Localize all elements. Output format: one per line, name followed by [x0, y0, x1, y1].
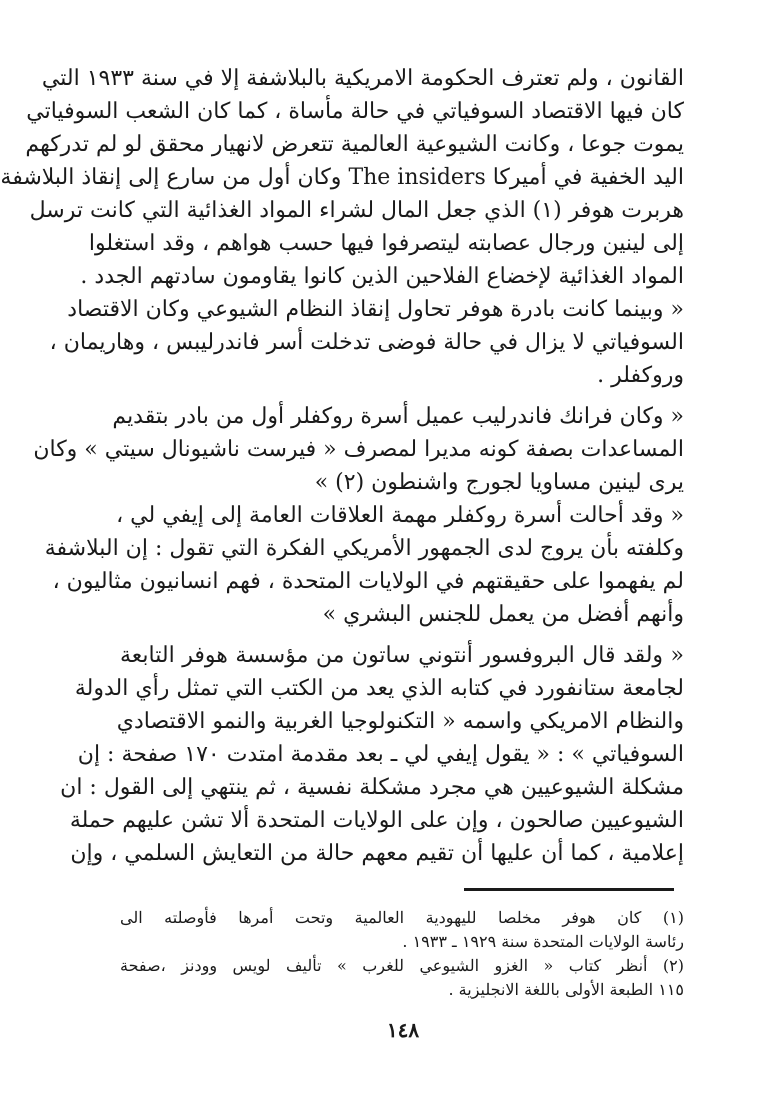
text-line: والنظام الامريكي واسمه « التكنولوجيا الغربية والنمو الاقتصادي: [116, 709, 684, 734]
text-line: هربرت هوفر (١) الذي جعل المال لشراء المواد الغذائية التي كانت ترسل: [29, 198, 684, 223]
text-line: اليد الخفية في أميركا The insiders وكان أول من سارع إلى إنقاذ البلاشفة: [0, 165, 684, 190]
text-line: يرى لينين مساويا لجورج واشنطون (٢) »: [314, 470, 684, 495]
main-text: [0, 62, 684, 870]
text-line: « ولقد قال البروفسور أنتوني ساتون من مؤسسة هوفر التابعة: [120, 643, 684, 668]
paragraph-gap: [120, 392, 684, 400]
text-line: القانون ، ولم تعترف الحكومة الامريكية بالبلاشفة إلا في سنة ١٩٣٣ التي: [41, 66, 684, 91]
footnote-line: (٢) أنظر كتاب « الغزو الشيوعي للغرب » تأليف لويس وودنز ،صفحة: [120, 956, 684, 975]
footnotes: [120, 906, 684, 1002]
text-line: المواد الغذائية لإخضاع الفلاحين الذين كانوا يقاومون سادتهم الجدد .: [80, 264, 684, 289]
text-line: كان فيها الاقتصاد السوفياتي في حالة مأساة ، كما كان الشعب السوفياتي: [26, 99, 684, 124]
paragraph-2: [49, 293, 684, 392]
text-line: مشكلة الشيوعيين هي مجرد مشكلة نفسية ، ثم ينتهي إلى القول : ان: [60, 775, 684, 800]
footnote-2: [120, 954, 684, 1002]
footnote-1: [120, 906, 684, 954]
footnote-divider: [464, 888, 674, 891]
paragraph-3: [33, 400, 684, 499]
text-line: إعلامية ، كما أن عليها أن تقيم معهم حالة من التعايش السلمي ، وإن: [70, 841, 684, 866]
text-line: الشيوعيين صالحون ، وإن على الولايات المتحدة ألا تشن عليهم حملة: [69, 808, 684, 833]
text-line: لم يفهموا على حقيقتهم في الولايات المتحدة ، فهم انسانيون مثاليون ،: [52, 569, 684, 594]
footnote-line: (١) كان هوفر مخلصا لليهودية العالمية وتحت أمرها فأوصلته الى: [120, 908, 684, 927]
paragraph-4: [44, 499, 684, 631]
text-line: وأنهم أفضل من يعمل للجنس البشري »: [322, 602, 684, 627]
text-line: « وكان فرانك فاندرليب عميل أسرة روكفلر أول من بادر بتقديم: [112, 404, 684, 429]
text-line: « وقد أحالت أسرة روكفلر مهمة العلاقات العامة إلى إيفي لي ،: [116, 503, 684, 528]
text-line: لجامعة ستانفورد في كتابه الذي يعد من الكتب التي تمثل رأي الدولة: [74, 676, 684, 701]
text-line: وكلفته بأن يروج لدى الجمهور الأمريكي الفكرة التي تقول : إن البلاشفة: [44, 536, 684, 561]
text-line: السوفياتي » : « يقول إيفي لي ـ بعد مقدمة امتدت ١٧٠ صفحة : إن: [77, 742, 684, 767]
text-line: السوفياتي لا يزال في حالة فوضى تدخلت أسر فاندرليبس ، وهاريمان ،: [49, 330, 684, 355]
text-line: وروكفلر .: [597, 363, 684, 388]
text-line: يموت جوعا ، وكانت الشيوعية العالمية تتعرض لانهيار محقق لو لم تدركهم: [25, 132, 684, 157]
footnote-line: ١١٥ الطبعة الأولى باللغة الانجليزية .: [448, 980, 684, 999]
footnote-line: رئاسة الولايات المتحدة سنة ١٩٢٩ ـ ١٩٣٣ .: [402, 932, 684, 951]
page-number: ١٤٨: [386, 1018, 420, 1042]
text-line: إلى لينين ورجال عصابته ليتصرفوا فيها حسب هواهم ، وقد استغلوا: [88, 231, 684, 256]
paragraph-5: [60, 639, 684, 870]
text-line: « وبينما كانت بادرة هوفر تحاول إنقاذ النظام الشيوعي وكان الاقتصاد: [67, 297, 684, 322]
text-line: المساعدات بصفة كونه مديرا لمصرف « فيرست ناشيونال سيتي » وكان: [33, 437, 684, 462]
paragraph-gap: [120, 631, 684, 639]
paragraph-1: [0, 62, 684, 293]
page-body: [0, 62, 684, 870]
